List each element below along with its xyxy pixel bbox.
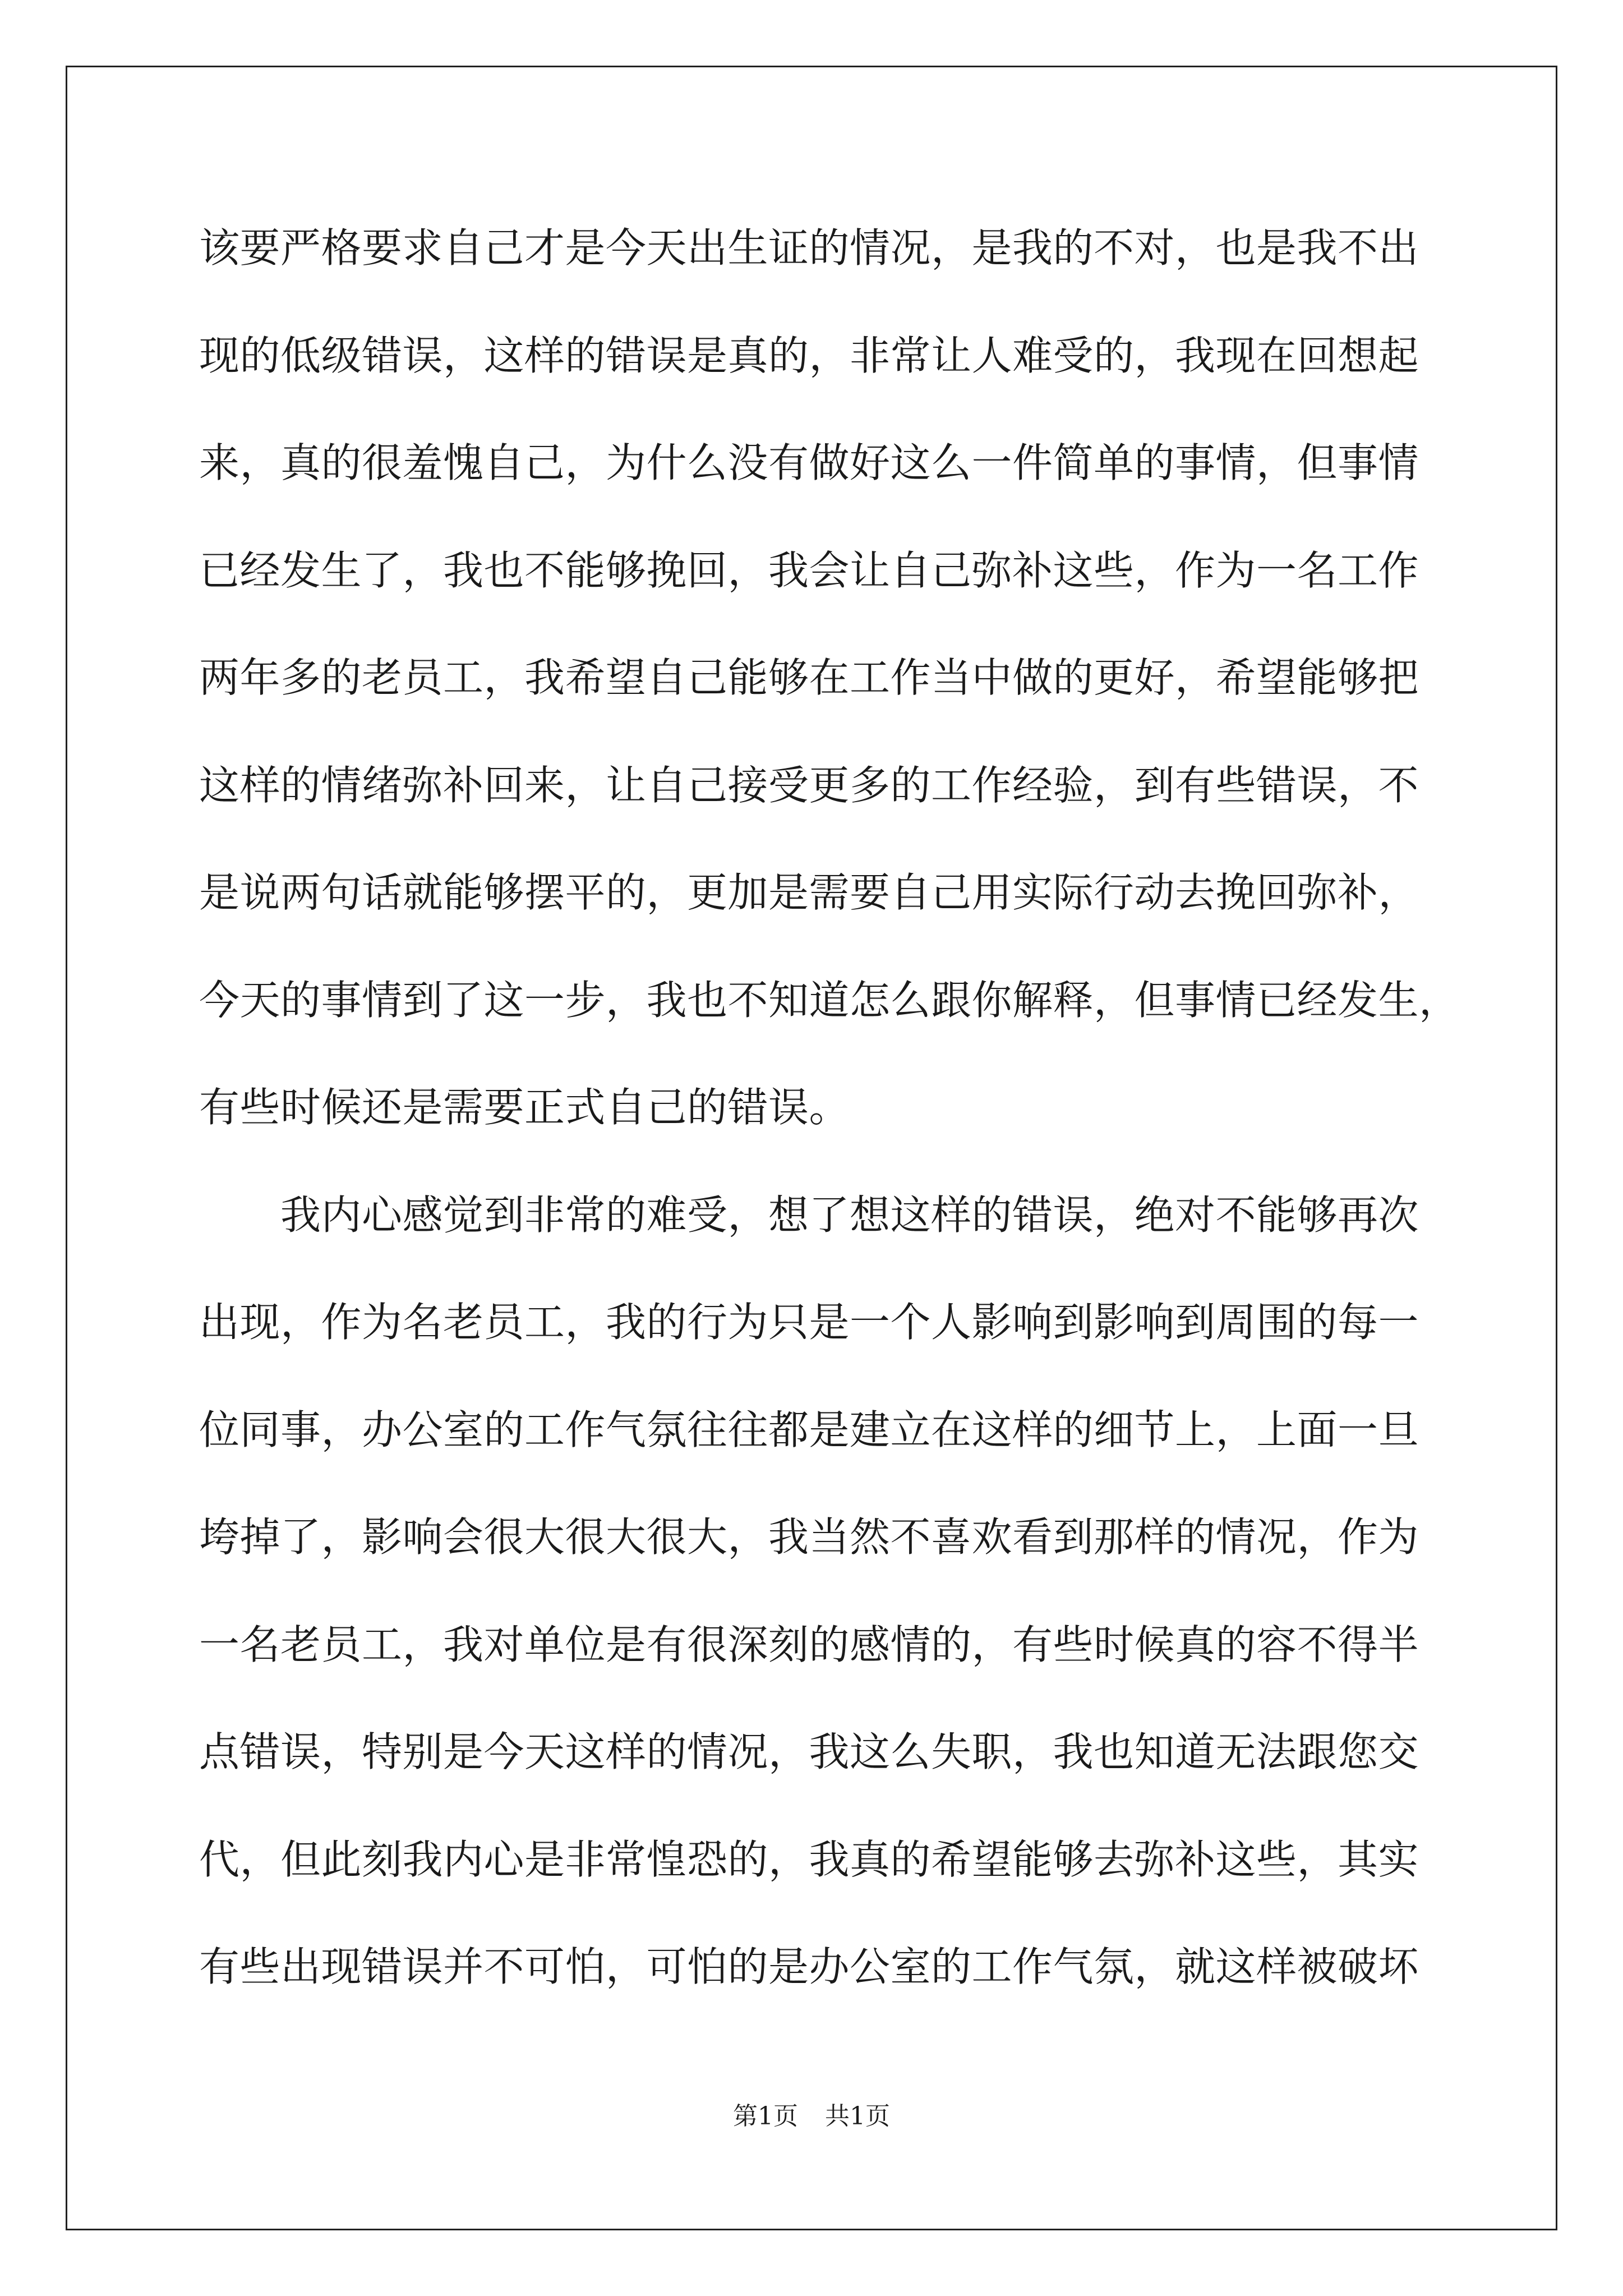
text-line: 已经发生了，我也不能够挽回，我会让自己弥补这些，作为一名工作 bbox=[199, 546, 1419, 594]
text-line: 垮掉了，影响会很大很大很大，我当然不喜欢看到那样的情况，作为 bbox=[199, 1513, 1419, 1561]
text-line: 该要严格要求自己才是今天出生证的情况，是我的不对，也是我不出 bbox=[199, 224, 1419, 272]
page-total: 共1页 bbox=[825, 2102, 890, 2131]
text-line: 两年多的老员工，我希望自己能够在工作当中做的更好，希望能够把 bbox=[199, 654, 1419, 701]
page-footer bbox=[0, 2101, 1623, 2132]
text-line: 来，真的很羞愧自己，为什么没有做好这么一件简单的事情，但事情 bbox=[199, 439, 1419, 486]
text-line: 位同事，办公室的工作气氛往往都是建立在这样的细节上，上面一旦 bbox=[199, 1406, 1419, 1453]
text-line: 一名老员工，我对单位是有很深刻的感情的，有些时候真的容不得半 bbox=[199, 1621, 1419, 1668]
text-line: 是说两句话就能够摆平的，更加是需要自己用实际行动去挽回弥补， bbox=[199, 869, 1419, 916]
text-line: 这样的情绪弥补回来，让自己接受更多的工作经验，到有些错误，不 bbox=[199, 761, 1419, 809]
page-number: 第1页 bbox=[733, 2102, 798, 2131]
text-line: 有些出现错误并不可怕，可怕的是办公室的工作气氛，就这样被破坏 bbox=[199, 1943, 1419, 1990]
text-line: 出现，作为名老员工，我的行为只是一个人影响到影响到周围的每一 bbox=[199, 1299, 1419, 1346]
text-line: 现的低级错误，这样的错误是真的，非常让人难受的，我现在回想起 bbox=[199, 332, 1419, 379]
text-line: 今天的事情到了这一步，我也不知道怎么跟你解释，但事情已经发生， bbox=[199, 976, 1460, 1024]
text-line: 有些时候还是需要正式自己的错误。 bbox=[199, 1084, 850, 1131]
text-line: 点错误，特别是今天这样的情况，我这么失职，我也知道无法跟您交 bbox=[199, 1728, 1419, 1775]
document-body bbox=[199, 223, 1467, 2049]
paragraph-first-line: 我内心感觉到非常的难受，想了想这样的错误，绝对不能够再次 bbox=[280, 1191, 1419, 1239]
text-line: 代，但此刻我内心是非常惶恐的，我真的希望能够去弥补这些，其实 bbox=[199, 1835, 1419, 1883]
